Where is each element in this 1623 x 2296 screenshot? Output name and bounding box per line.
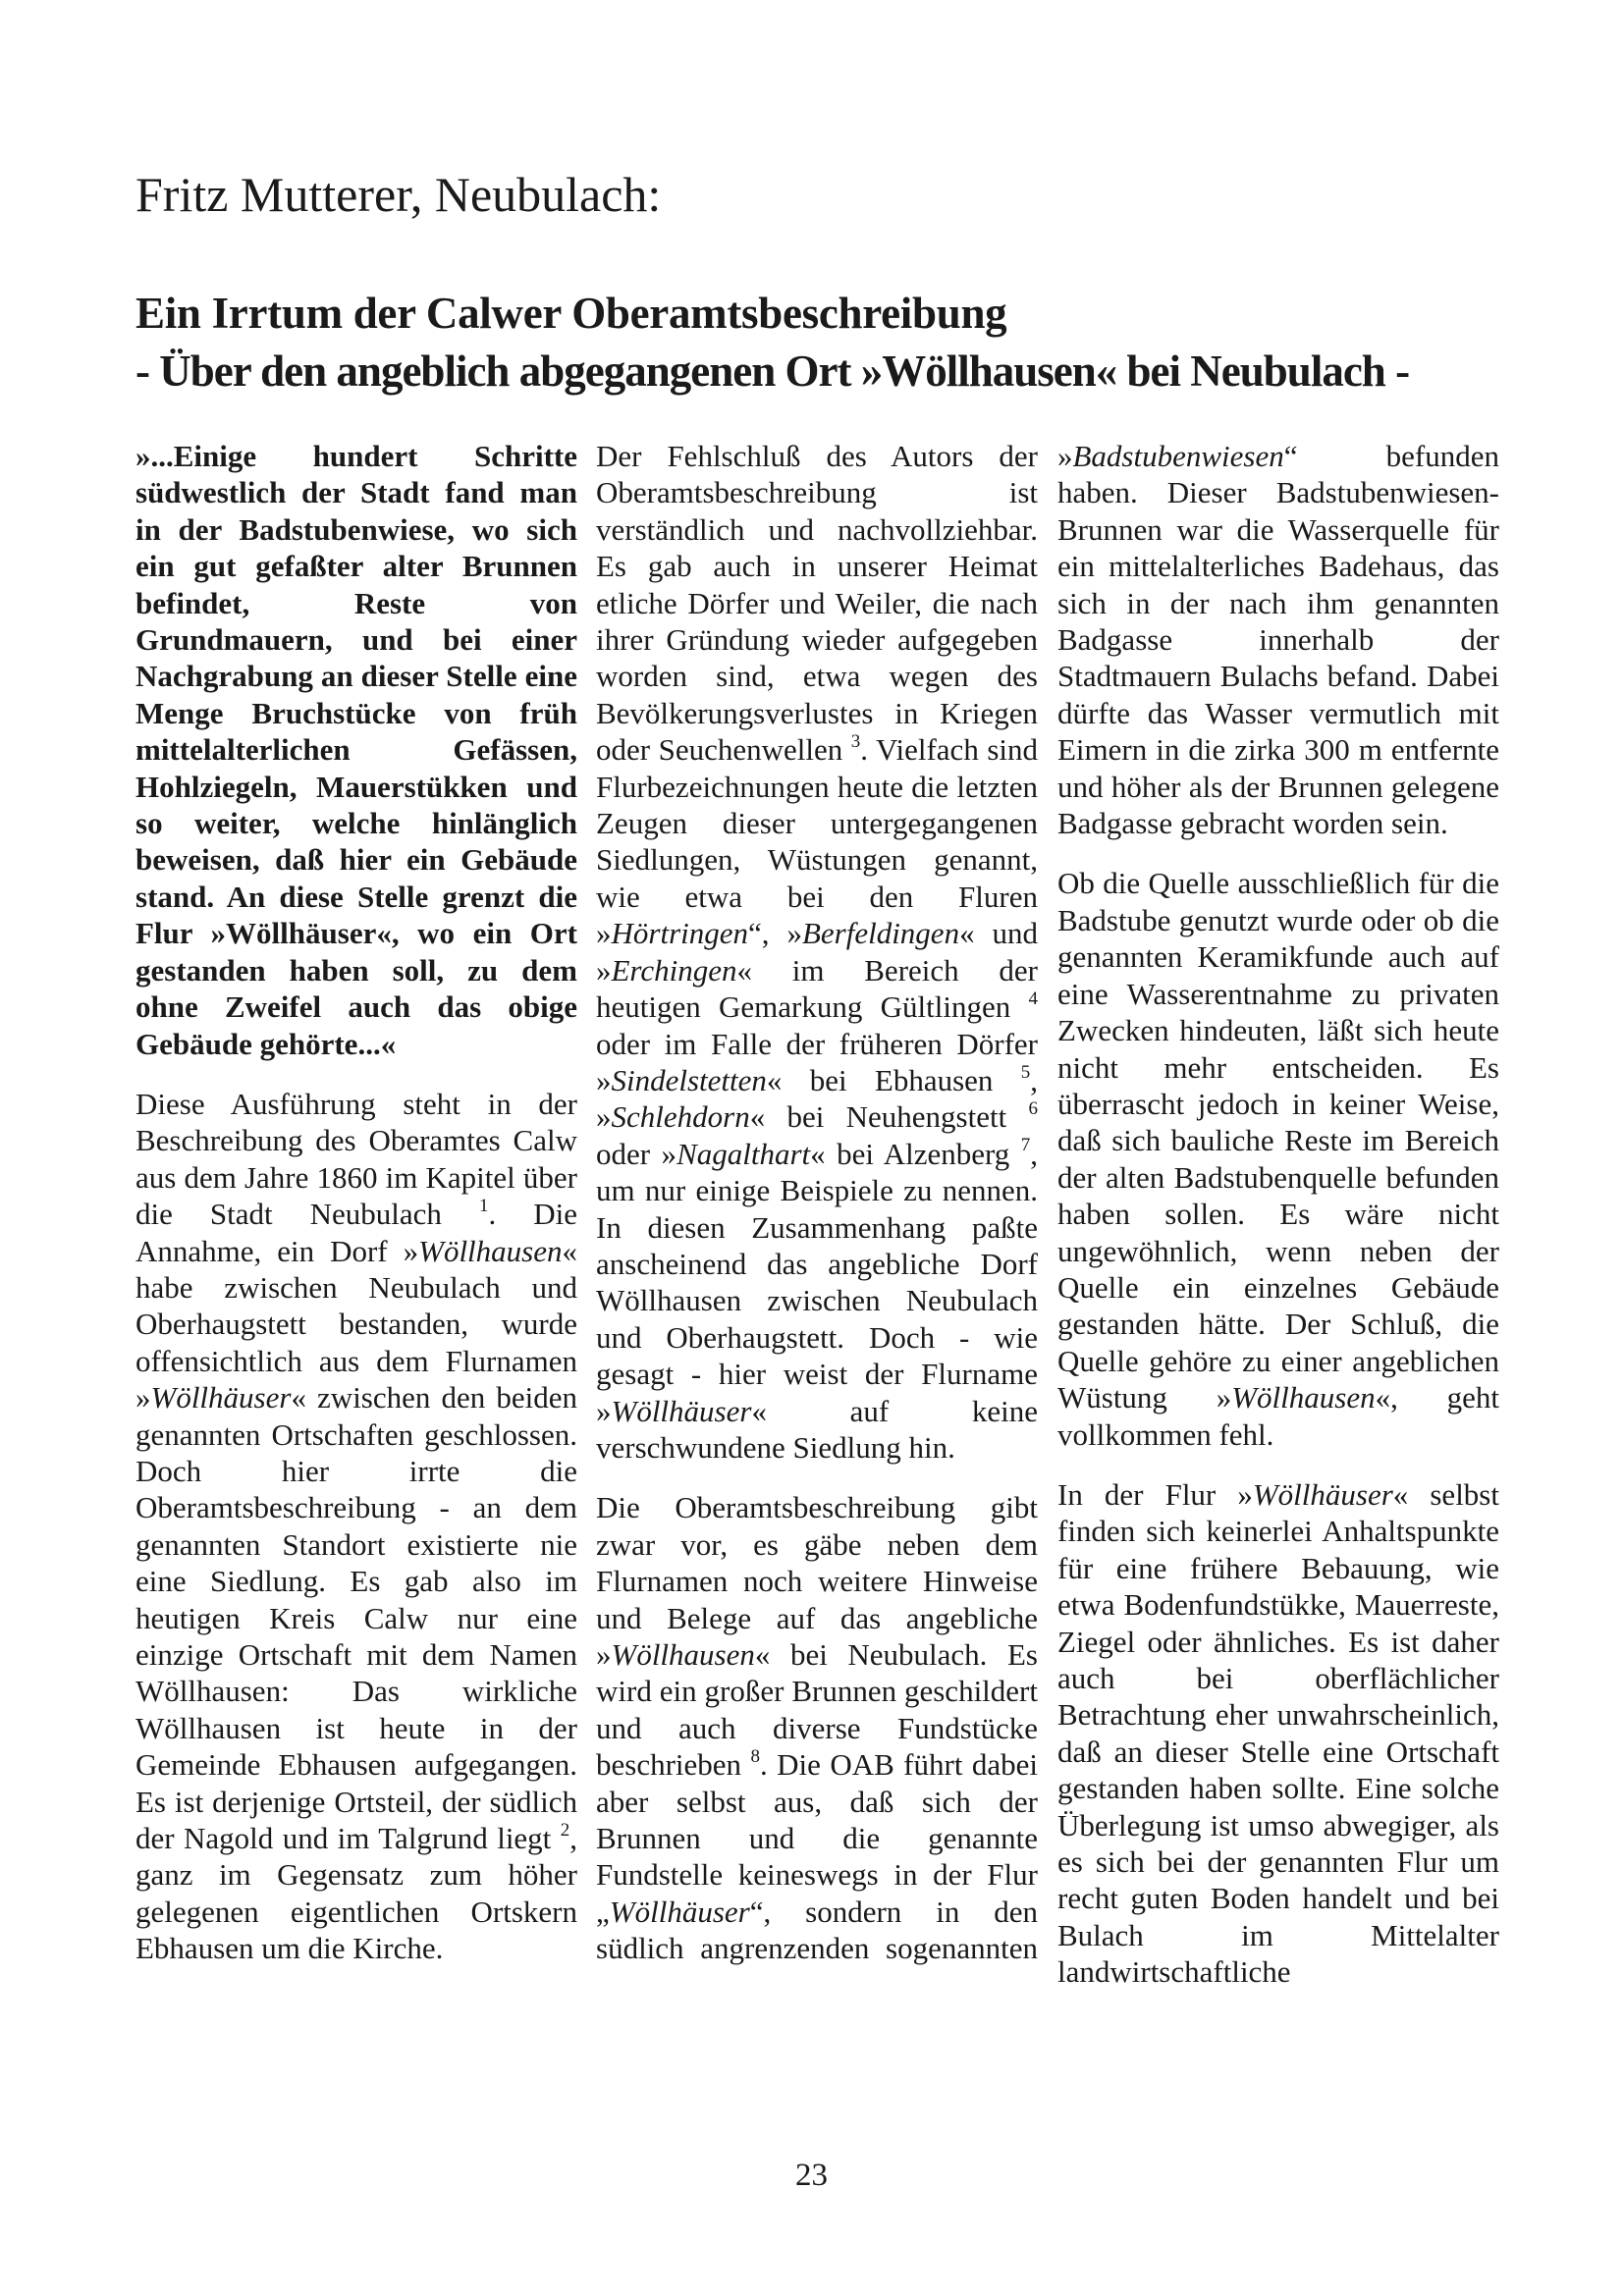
article-title: Ein Irrtum der Calwer Oberamtsbeschreibung: [135, 289, 1007, 338]
paragraph: Der Fehlschluß des Autors der Oberamtsbeschreibung ist verständlich und nachvollziehbar. Es gab auch in unserer Heimat etliche Dörfer und Weiler, die nach ihrer Gründung wieder aufgegeben worden sind, etwa wegen des Bevölkerungsverlustes in Kriegen oder Seuchenwellen $^3$. Vielfach sind Flurbezeichnungen heute die letzten Zeugen dieser untergegangenen Siedlungen, Wüstungen genannt, wie etwa bei den Fluren »Hörtringen“, »Berfeldingen« und »Erchingen« im Bereich der heutigen Gemarkung Gültlingen $^4$ oder im Falle der früheren Dörfer »Sindelstetten« bei Ebhausen $^5$, »Schlehdorn« bei Neuhengstett $^6$ oder »Nagalthart« bei Alzenberg $^7$, um nur einige Beispiele zu nennen. In diesen Zusammenhang paßte anscheinend das angebliche Dorf Wöllhausen zwischen Neubulach und Oberhaugstett. Doch - wie gesagt - hier weist der Flurname »Wöllhäuser« auf keine verschwundene Siedlung hin.: [596, 439, 1039, 1465]
text-column-2: [596, 438, 1038, 1991]
footnote-ref: 7: [1020, 1135, 1031, 1156]
footnote-ref: 6: [1028, 1097, 1038, 1119]
paragraph: Die Oberamtsbeschreibung gibt zwar vor, es gäbe neben dem Flurnamen noch weitere Hinweise und Belege auf das angebliche »Wöllhausen« bei Neubulach. Es wird ein großer Brunnen geschildert und auch diverse Fundstücke beschrieben $^8$. Die OAB führt dabei aber selbst aus, daß sich der Brunnen und die genannte Fundstelle keineswegs in der Flur „Wöllhäuser“, sondern in den südlich angrenzenden sogenannten: [596, 1490, 1038, 1966]
footnote-ref: 5: [1020, 1061, 1031, 1083]
footnote-ref: 1: [478, 1195, 489, 1216]
footnote-ref: 4: [1028, 988, 1038, 1009]
footnote-ref: 3: [850, 730, 861, 752]
footnote-ref: 8: [750, 1745, 760, 1767]
text-column-3: [1057, 438, 1499, 2014]
footnote-ref: 2: [560, 1819, 570, 1841]
opening-quote: »...Einige hundert Schritte südwestlich der Stadt fand man in der Badstubenwiese, wo sich ein gut gefaßter alter Brunnen befindet, Reste von Grundmauern, und bei einer Nachgrabung an dieser Stelle eine Menge Bruchstücke von früh mittelalterlichen Gefässen, Hohlziegeln, Mauerstükken und so weiter, welche hinlänglich beweisen, daß hier ein Gebäude stand. An diese Stelle grenzt die Flur »Wöllhäuser«, wo ein Ort gestanden haben soll, zu dem ohne Zweifel auch das obige Gebäude gehörte...«: [135, 439, 577, 1061]
paragraph: »Badstubenwiesen“ befunden haben. Dieser Badstubenwiesen-Brunnen war die Wasserquelle für ein mittelalterliches Badehaus, das sich in der nach ihm genannten Badgasse innerhalb der Stadtmauern Bulachs befand. Dabei dürfte das Wasser vermutlich mit Eimern in die zirka 300 m entfernte und höher als der Brunnen gelegene Badgasse gebracht worden sein.: [1057, 439, 1499, 841]
article-subtitle: - Über den angeblich abgegangenen Ort »Wöllhausen« bei Neubulach -: [135, 347, 1410, 396]
paragraph: In der Flur »Wöllhäuser« selbst finden sich keinerlei Anhaltspunkte für eine frühere Bebauung, wie etwa Bodenfundstükke, Mauerreste, Ziegel oder ähnliches. Es ist daher auch bei oberflächlicher Betrachtung eher unwahrscheinlich, daß an dieser Stelle eine Ortschaft gestanden haben sollte. Eine solche Überlegung ist umso abwegiger, als es sich bei der genannten Flur um recht guten Boden handelt und bei Bulach im Mittelalter landwirtschaftliche: [1057, 1476, 1499, 1990]
paragraph: Ob die Quelle ausschließlich für die Badstube genutzt wurde oder ob die genannten Keramikfunde auch auf eine Wasserentnahme zu privaten Zwecken hindeuten, läßt sich heute nicht mehr entscheiden. Es überrascht jedoch in keiner Weise, daß sich bauliche Reste im Bereich der alten Badstubenquelle befunden haben sollen. Es wäre nicht ungewöhnlich, wenn neben der Quelle ein einzelnes Gebäude gestanden hätte. Der Schluß, die Quelle gehöre zu einer angeblichen Wüstung »Wöllhausen«, geht vollkommen fehl.: [1057, 866, 1499, 1452]
paragraph: Diese Ausführung steht in der Beschreibung des Oberamtes Calw aus dem Jahre 1860 im Kapitel über die Stadt Neubulach $^1$. Die Annahme, ein Dorf »Wöllhausen« habe zwischen Neubulach und Oberhaugstett bestanden, wurde offensichtlich aus dem Flurnamen »Wöllhäuser« zwischen den beiden genannten Ortschaften geschlossen. Doch hier irrte die Oberamtsbeschreibung - an dem genannten Standort existierte nie eine Siedlung. Es gab also im heutigen Kreis Calw nur eine einzige Ortschaft mit dem Namen Wöllhausen: Das wirkliche Wöllhausen ist heute in der Gemeinde Ebhausen aufgegangen. Es ist derjenige Ortsteil, der südlich der Nagold und im Talgrund liegt $^2$, ganz im Gegensatz zum höher gelegenen eigentlichen Ortskern Ebhausen um die Kirche.: [135, 1086, 577, 1966]
author-line: Fritz Mutterer, Neubulach:: [135, 167, 662, 222]
page-number: 23: [795, 2158, 828, 2193]
text-column-1: [135, 438, 577, 1991]
